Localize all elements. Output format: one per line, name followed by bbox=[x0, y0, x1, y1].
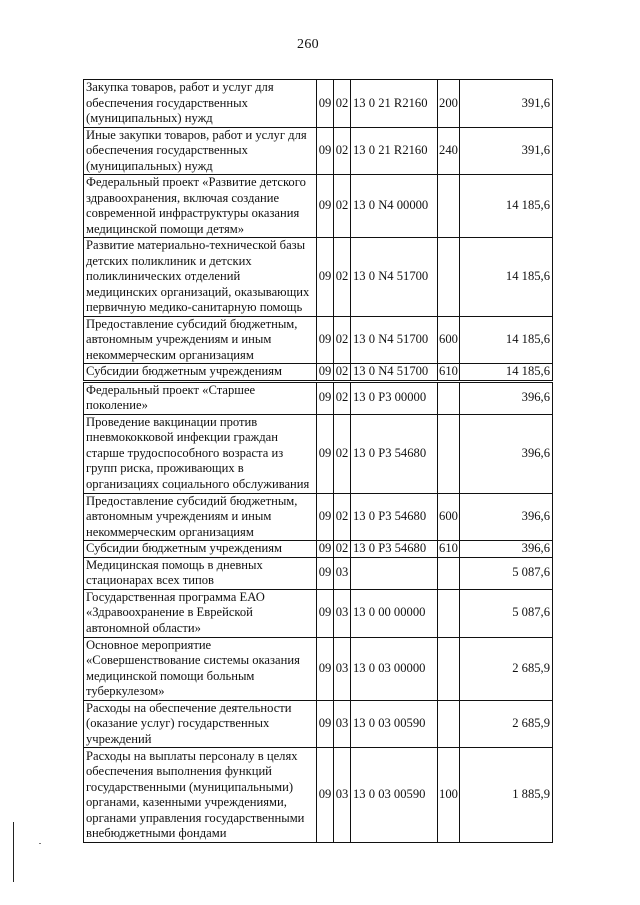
row-target-article-cell: 13 0 P3 54680 bbox=[351, 493, 438, 541]
row-ministry-code-cell: 09 bbox=[317, 381, 334, 414]
row-target-article-cell: 13 0 21 R2160 bbox=[351, 127, 438, 175]
row-name-cell: Субсидии бюджетным учреждениям bbox=[84, 364, 317, 382]
row-name-cell: Федеральный проект «Развитие детского здравоохранения, включая создание современной инфраструктуры оказания медицинской помощи детям» bbox=[84, 175, 317, 238]
row-ministry-code-cell: 09 bbox=[317, 316, 334, 364]
row-amount-cell: 396,6 bbox=[460, 493, 553, 541]
row-section-code-cell: 02 bbox=[334, 364, 351, 382]
row-expense-type-cell: 100 bbox=[438, 748, 460, 843]
table-row bbox=[84, 493, 553, 541]
row-target-article-cell bbox=[351, 557, 438, 589]
table-row bbox=[84, 557, 553, 589]
table-row bbox=[84, 414, 553, 493]
row-amount-cell: 2 685,9 bbox=[460, 700, 553, 748]
row-section-code-cell: 02 bbox=[334, 80, 351, 128]
margin-line bbox=[13, 822, 14, 882]
row-target-article-cell: 13 0 N4 51700 bbox=[351, 316, 438, 364]
row-ministry-code-cell: 09 bbox=[317, 238, 334, 317]
row-ministry-code-cell: 09 bbox=[317, 700, 334, 748]
table-row bbox=[84, 748, 553, 843]
row-ministry-code-cell: 09 bbox=[317, 414, 334, 493]
row-section-code-cell: 02 bbox=[334, 381, 351, 414]
row-expense-type-cell bbox=[438, 557, 460, 589]
row-target-article-cell: 13 0 P3 54680 bbox=[351, 541, 438, 558]
row-section-code-cell: 03 bbox=[334, 637, 351, 700]
row-expense-type-cell bbox=[438, 700, 460, 748]
row-name-cell: Расходы на выплаты персоналу в целях обеспечения выполнения функций государственными (муниципальными) органами, казенными учреждениями, органами управления государственными внебюджетными фондами bbox=[84, 748, 317, 843]
row-expense-type-cell bbox=[438, 589, 460, 637]
row-ministry-code-cell: 09 bbox=[317, 589, 334, 637]
budget-table bbox=[83, 79, 553, 843]
row-name-cell: Закупка товаров, работ и услуг для обеспечения государственных (муниципальных) нужд bbox=[84, 80, 317, 128]
row-amount-cell: 1 885,9 bbox=[460, 748, 553, 843]
row-target-article-cell: 13 0 03 00590 bbox=[351, 700, 438, 748]
row-name-cell: Иные закупки товаров, работ и услуг для обеспечения государственных (муниципальных) нужд bbox=[84, 127, 317, 175]
row-name-cell: Государственная программа ЕАО «Здравоохранение в Еврейской автономной области» bbox=[84, 589, 317, 637]
row-expense-type-cell: 600 bbox=[438, 316, 460, 364]
row-target-article-cell: 13 0 P3 00000 bbox=[351, 381, 438, 414]
row-name-cell: Проведение вакцинации против пневмококковой инфекции граждан старше трудоспособного возраста из групп риска, проживающих в организациях социального обслуживания bbox=[84, 414, 317, 493]
row-section-code-cell: 02 bbox=[334, 175, 351, 238]
row-section-code-cell: 02 bbox=[334, 238, 351, 317]
row-expense-type-cell bbox=[438, 637, 460, 700]
row-amount-cell: 396,6 bbox=[460, 381, 553, 414]
table-row bbox=[84, 700, 553, 748]
row-expense-type-cell: 610 bbox=[439, 541, 458, 555]
row-section-code-cell: 02 bbox=[334, 493, 351, 541]
table-row bbox=[84, 541, 553, 558]
row-target-article-cell: 13 0 21 R2160 bbox=[351, 80, 438, 128]
row-target-article-cell: 13 0 N4 51700 bbox=[351, 238, 438, 317]
row-amount-cell: 14 185,6 bbox=[460, 364, 553, 382]
table-row bbox=[84, 80, 553, 128]
row-ministry-code-cell: 09 bbox=[317, 748, 334, 843]
row-amount-cell: 5 087,6 bbox=[460, 589, 553, 637]
row-amount-cell: 396,6 bbox=[460, 414, 553, 493]
row-name-cell: Субсидии бюджетным учреждениям bbox=[84, 541, 317, 558]
row-name-cell: Федеральный проект «Старшее поколение» bbox=[84, 381, 317, 414]
row-section-code-cell: 03 bbox=[334, 557, 351, 589]
row-name-cell: Медицинская помощь в дневных стационарах всех типов bbox=[84, 557, 317, 589]
row-amount-cell: 396,6 bbox=[460, 541, 553, 558]
row-amount-cell: 14 185,6 bbox=[460, 175, 553, 238]
row-section-code-cell: 03 bbox=[334, 700, 351, 748]
table-row bbox=[84, 637, 553, 700]
row-name-cell: Развитие материально-технической базы детских поликлиник и детских поликлинических отделений медицинских организаций, оказывающих первичную медико-санитарную помощь bbox=[84, 238, 317, 317]
row-target-article-cell: 13 0 N4 51700 bbox=[351, 364, 438, 382]
table-row bbox=[84, 589, 553, 637]
row-target-article-cell: 13 0 P3 54680 bbox=[351, 414, 438, 493]
page-number: 260 bbox=[297, 37, 319, 52]
row-ministry-code-cell: 09 bbox=[317, 80, 334, 128]
row-target-article-cell: 13 0 00 00000 bbox=[351, 589, 438, 637]
row-ministry-code-cell: 09 bbox=[317, 364, 334, 382]
row-amount-cell: 5 087,6 bbox=[460, 557, 553, 589]
row-expense-type-cell bbox=[438, 238, 460, 317]
table-row bbox=[84, 127, 553, 175]
row-expense-type-cell bbox=[438, 414, 460, 493]
row-amount-cell: 14 185,6 bbox=[460, 238, 553, 317]
row-name-cell: Расходы на обеспечение деятельности (оказание услуг) государственных учреждений bbox=[84, 700, 317, 748]
row-ministry-code-cell: 09 bbox=[317, 127, 334, 175]
table-row bbox=[84, 364, 553, 382]
margin-mark bbox=[39, 843, 41, 844]
row-section-code-cell: 02 bbox=[334, 541, 351, 558]
row-expense-type-cell: 610 bbox=[438, 364, 460, 382]
row-ministry-code-cell: 09 bbox=[317, 557, 334, 589]
table-row bbox=[84, 175, 553, 238]
row-section-code-cell: 02 bbox=[334, 414, 351, 493]
row-section-code-cell: 02 bbox=[334, 127, 351, 175]
table-row bbox=[84, 316, 553, 364]
row-target-article-cell: 13 0 N4 00000 bbox=[351, 175, 438, 238]
row-amount-cell: 391,6 bbox=[460, 127, 553, 175]
table-row bbox=[84, 381, 553, 414]
row-expense-type-cell bbox=[438, 175, 460, 238]
row-amount-cell: 2 685,9 bbox=[460, 637, 553, 700]
row-name-cell: Предоставление субсидий бюджетным, автономным учреждениям и иным некоммерческим организациям bbox=[84, 316, 317, 364]
row-section-code-cell: 02 bbox=[334, 316, 351, 364]
row-ministry-code-cell: 09 bbox=[317, 175, 334, 238]
row-amount-cell: 391,6 bbox=[460, 80, 553, 128]
row-section-code-cell: 03 bbox=[334, 748, 351, 843]
row-name-cell: Основное мероприятие «Совершенствование системы оказания медицинской помощи больным туберкулезом» bbox=[84, 637, 317, 700]
row-expense-type-cell: 240 bbox=[438, 127, 460, 175]
row-target-article-cell: 13 0 03 00000 bbox=[351, 637, 438, 700]
row-section-code-cell: 03 bbox=[334, 589, 351, 637]
row-ministry-code-cell: 09 bbox=[317, 541, 334, 558]
row-amount-cell: 14 185,6 bbox=[460, 316, 553, 364]
row-name-cell: Предоставление субсидий бюджетным, автономным учреждениям и иным некоммерческим организациям bbox=[84, 493, 317, 541]
table-row bbox=[84, 238, 553, 317]
row-expense-type-cell: 600 bbox=[438, 493, 460, 541]
row-target-article-cell: 13 0 03 00590 bbox=[351, 748, 438, 843]
row-ministry-code-cell: 09 bbox=[317, 637, 334, 700]
row-expense-type-cell: 200 bbox=[438, 80, 460, 128]
row-ministry-code-cell: 09 bbox=[317, 493, 334, 541]
row-expense-type-cell bbox=[438, 381, 460, 414]
